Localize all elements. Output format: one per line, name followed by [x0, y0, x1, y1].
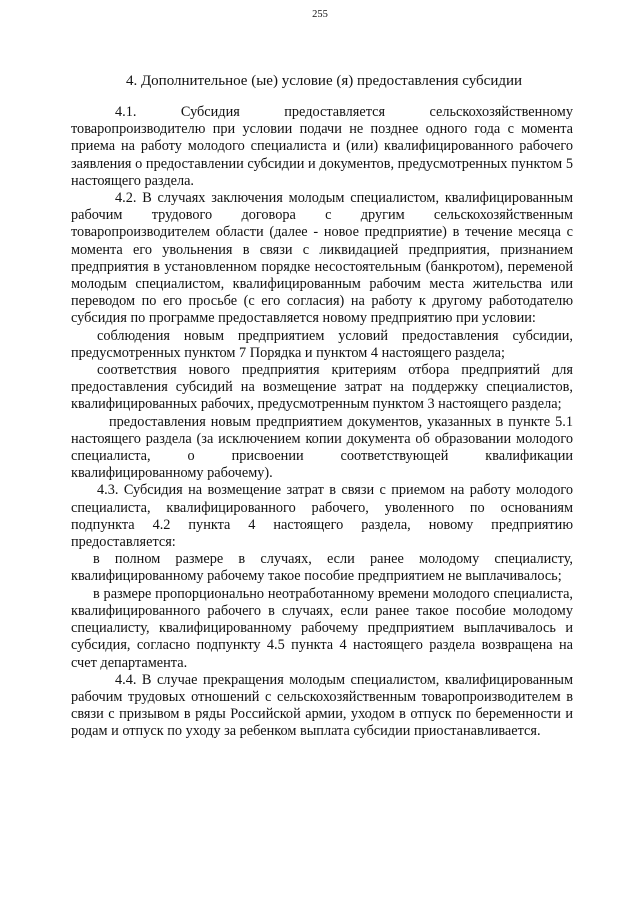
paragraph-4-4: 4.4. В случае прекращения молодым специалистом, квалифицированным рабочим трудовых отношений с сельскохозяйственным товаропроизводителем в связи с призывом в ряды Российской армии, уходом в отпуск по беременности и родам и отпуск по уходу за ребенком выплата субсидии приостанавливается.: [71, 671, 573, 740]
paragraph-condition-3: предоставления новым предприятием документов, указанных в пункте 5.1 настоящего раздела (за исключением копии документа об образовании молодого специалиста, о присвоении соответствующей квалификации квалифицированному рабочему).: [71, 413, 573, 482]
paragraph-proportional-amount: в размере пропорционально неотработанному времени молодого специалиста, квалифицированного рабочего в случаях, если ранее такое пособие молодому специалисту, квалифицированному рабочему предприятием выплачивалось и субсидия, согласно подпункту 4.5 пункта 4 настоящего раздела возвращена на счет департамента.: [71, 585, 573, 671]
paragraph-condition-2: соответствия нового предприятия критериям отбора предприятий для предоставления субсидий на возмещение затрат на поддержку специалистов, квалифицированных рабочих, предусмотренным пунктом 3 настоящего раздела;: [71, 362, 573, 413]
paragraph-4-1: 4.1. Субсидия предоставляется сельскохозяйственному товаропроизводителю при условии подачи не позднее одного года с момента приема на работу молодого специалиста и (или) квалифицированного рабочего заявления о предоставлении субсидии и документов, предусмотренных пунктом 5 настоящего раздела.: [71, 104, 573, 189]
paragraph-full-amount: в полном размере в случаях, если ранее молодому специалисту, квалифицированному рабочему такое пособие предприятием не выплачивалось;: [71, 551, 573, 585]
page-number: 255: [312, 9, 328, 20]
paragraph-condition-1: соблюдения новым предприятием условий предоставления субсидии, предусмотренных пунктом 7 Порядка и пунктом 4 настоящего раздела;: [71, 327, 573, 361]
document-body: [71, 104, 573, 741]
section-heading: 4. Дополнительное (ые) условие (я) предоставления субсидии: [125, 73, 523, 89]
paragraph-4-3: 4.3. Субсидия на возмещение затрат в связи с приемом на работу молодого специалиста, квалифицированного рабочего, уволенного по основаниям подпункта 4.2 пункта 4 настоящего раздела, новому предприятию предоставляется:: [71, 482, 573, 551]
paragraph-4-2: 4.2. В случаях заключения молодым специалистом, квалифицированным рабочим трудового договора с другим сельскохозяйственным товаропроизводителем области (далее - новое предприятие) в течение месяца с момента его увольнения в связи с ликвидацией предприятия, признанием предприятия в установленном порядке несостоятельным (банкротом), переменой молодым специалистом, квалифицированным рабочим места жительства или переводом по его просьбе (с его согласия) на работу к другому работодателю субсидия по программе предоставляется новому предприятию при условии:: [71, 190, 573, 327]
